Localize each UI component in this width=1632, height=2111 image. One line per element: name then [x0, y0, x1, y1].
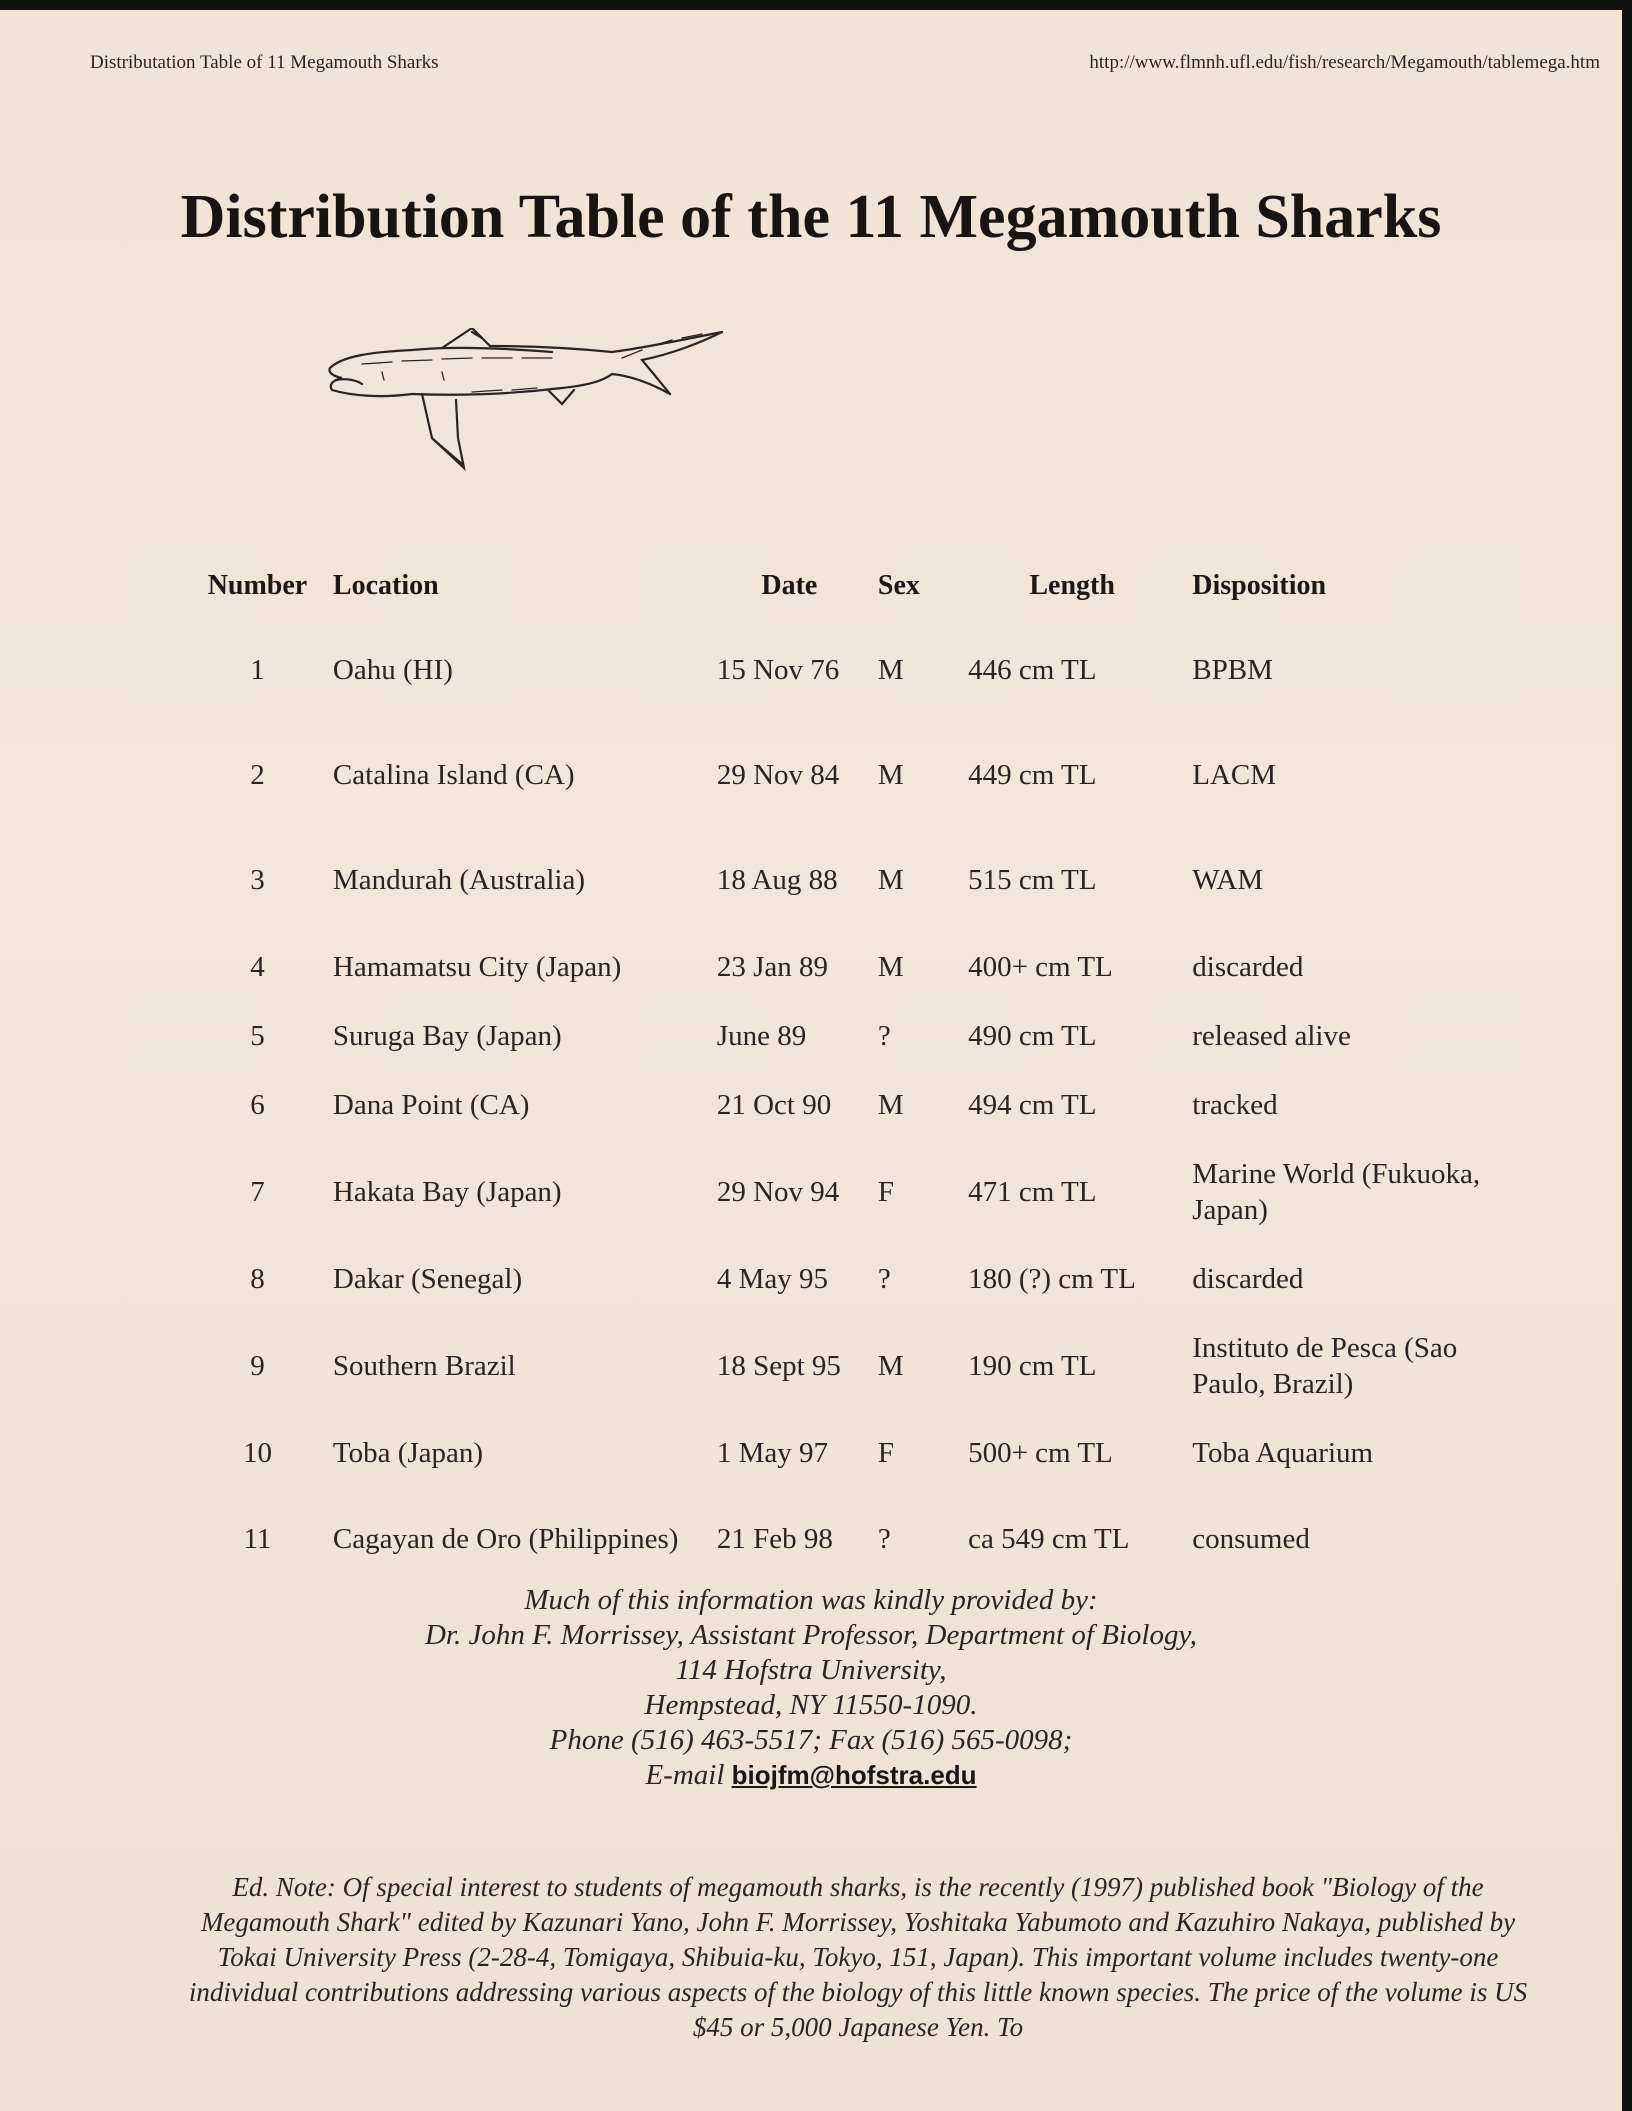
- page-title: Distribution Table of the 11 Megamouth Sharks: [180, 183, 1442, 251]
- column-header-length: Length: [1029, 570, 1115, 601]
- table-row: [190, 722, 1520, 827]
- cell-date: 1 May 97: [716, 1436, 828, 1469]
- distribution-table: [190, 555, 1520, 1591]
- cell-location: Hamamatsu City (Japan): [332, 950, 622, 983]
- column-header-date: Date: [761, 570, 818, 601]
- cell-sex: M: [877, 653, 904, 686]
- cell-disposition: BPBM: [1192, 653, 1273, 686]
- cell-date: 15 Nov 76: [716, 653, 840, 686]
- cell-number: 3: [250, 863, 265, 896]
- column-header-sex: Sex: [877, 570, 920, 601]
- cell-number: 8: [250, 1262, 265, 1295]
- cell-number: 2: [250, 758, 265, 791]
- cell-disposition: tracked: [1192, 1088, 1278, 1121]
- credits-email-label: E-mail: [645, 1759, 725, 1791]
- cell-date: 23 Jan 89: [716, 950, 828, 983]
- cell-date: 18 Aug 88: [716, 863, 838, 896]
- cell-sex: M: [877, 950, 904, 983]
- cell-sex: M: [877, 1349, 904, 1382]
- cell-number: 9: [250, 1349, 265, 1382]
- table-row: [190, 932, 1520, 1001]
- cell-length: 400+ cm TL: [968, 950, 1113, 983]
- credits-email-line: [0, 1758, 1622, 1793]
- cell-sex: ?: [877, 1019, 891, 1052]
- cell-length: 446 cm TL: [968, 653, 1097, 686]
- cell-date: June 89: [716, 1019, 807, 1052]
- page-header-url: http://www.flmnh.ufl.edu/fish/research/Megamouth/tablemega.htm: [1089, 52, 1600, 73]
- credits-intro: Much of this information was kindly provided by:: [524, 1584, 1098, 1616]
- cell-length: 190 cm TL: [968, 1349, 1097, 1382]
- cell-length: ca 549 cm TL: [968, 1523, 1130, 1555]
- cell-disposition: discarded: [1192, 950, 1304, 983]
- cell-number: 6: [250, 1088, 265, 1121]
- cell-location: Dakar (Senegal): [332, 1262, 523, 1295]
- cell-location: Cagayan de Oro (Philippines): [332, 1523, 679, 1555]
- cell-number: 1: [250, 653, 265, 686]
- cell-date: 4 May 95: [716, 1262, 828, 1295]
- cell-date: 29 Nov 84: [716, 758, 840, 791]
- editor-note: Ed. Note: Of special interest to students of megamouth sharks, is the recently (1997) published book "Biology of the Megamouth Shark" edited by Kazunari Yano, John F. Morrissey, Yoshitaka Yabumoto and Kazuhiro Nakaya, published by Tokai University Press (2-28-4, Tomigaya, Shibuia-ku, Tokyo, 151, Japan). This important volume includes twenty-one individual contributions addressing various aspects of the biology of this little known species. The price of the volume is US $45 or 5,000 Japanese Yen. To: [188, 1872, 1528, 2042]
- table-row: [190, 1487, 1520, 1591]
- cell-sex: M: [877, 758, 904, 791]
- cell-sex: F: [877, 1436, 895, 1469]
- cell-sex: ?: [877, 1262, 891, 1295]
- cell-number: 5: [250, 1019, 265, 1052]
- table-header-row: [190, 555, 1520, 617]
- credits-phone: Phone (516) 463-5517; Fax (516) 565-0098;: [549, 1724, 1073, 1756]
- cell-disposition: consumed: [1192, 1523, 1310, 1555]
- column-header-location: Location: [332, 570, 439, 601]
- cell-disposition: Toba Aquarium: [1192, 1436, 1374, 1469]
- cell-date: 21 Oct 90: [716, 1088, 832, 1121]
- megamouth-shark-drawing-icon: [322, 328, 752, 478]
- cell-location: Mandurah (Australia): [332, 863, 585, 896]
- cell-date: 21 Feb 98: [716, 1523, 833, 1555]
- cell-disposition: LACM: [1192, 758, 1277, 791]
- cell-disposition: Marine World (Fukuoka, Japan): [1192, 1157, 1481, 1226]
- cell-length: 471 cm TL: [968, 1175, 1097, 1208]
- cell-location: Southern Brazil: [332, 1349, 516, 1382]
- table-row: [190, 1139, 1520, 1244]
- cell-length: 494 cm TL: [968, 1088, 1097, 1121]
- cell-sex: ?: [877, 1523, 891, 1555]
- cell-number: 7: [250, 1175, 265, 1208]
- cell-location: Suruga Bay (Japan): [332, 1019, 562, 1052]
- cell-location: Toba (Japan): [332, 1436, 484, 1469]
- cell-location: Hakata Bay (Japan): [332, 1175, 562, 1208]
- table-row: [190, 1313, 1520, 1418]
- cell-length: 180 (?) cm TL: [968, 1262, 1136, 1295]
- cell-disposition: released alive: [1192, 1019, 1351, 1052]
- table-row: [190, 1244, 1520, 1313]
- email-link[interactable]: biojfm@hofstra.edu: [731, 1760, 977, 1790]
- cell-number: 11: [243, 1523, 272, 1555]
- cell-sex: M: [877, 1088, 904, 1121]
- credits-block: [0, 1583, 1622, 1793]
- cell-length: 515 cm TL: [968, 863, 1097, 896]
- table-row: [190, 617, 1520, 722]
- cell-location: Dana Point (CA): [332, 1088, 530, 1121]
- cell-disposition: discarded: [1192, 1262, 1304, 1295]
- credits-address: Hempstead, NY 11550-1090.: [644, 1689, 978, 1721]
- credits-name: Dr. John F. Morrissey, Assistant Professor, Department of Biology,: [424, 1619, 1197, 1651]
- credits-institution: 114 Hofstra University,: [675, 1654, 947, 1686]
- column-header-number: Number: [207, 570, 308, 601]
- table-row: [190, 1070, 1520, 1139]
- table-row: [190, 827, 1520, 932]
- table-row: [190, 1418, 1520, 1487]
- cell-sex: M: [877, 863, 904, 896]
- cell-length: 449 cm TL: [968, 758, 1097, 791]
- cell-location: Oahu (HI): [332, 653, 453, 686]
- cell-length: 500+ cm TL: [968, 1436, 1113, 1469]
- page-header-title: Distributation Table of 11 Megamouth Sharks: [90, 52, 439, 73]
- cell-sex: F: [877, 1175, 895, 1208]
- cell-disposition: WAM: [1192, 863, 1264, 896]
- column-header-disposition: Disposition: [1192, 570, 1327, 601]
- cell-location: Catalina Island (CA): [332, 758, 575, 791]
- cell-date: 18 Sept 95: [716, 1349, 841, 1382]
- cell-disposition: Instituto de Pesca (Sao Paulo, Brazil): [1192, 1331, 1458, 1400]
- cell-number: 4: [250, 950, 265, 983]
- cell-number: 10: [242, 1436, 272, 1469]
- cell-length: 490 cm TL: [968, 1019, 1097, 1052]
- table-row: [190, 1001, 1520, 1070]
- cell-date: 29 Nov 94: [716, 1175, 840, 1208]
